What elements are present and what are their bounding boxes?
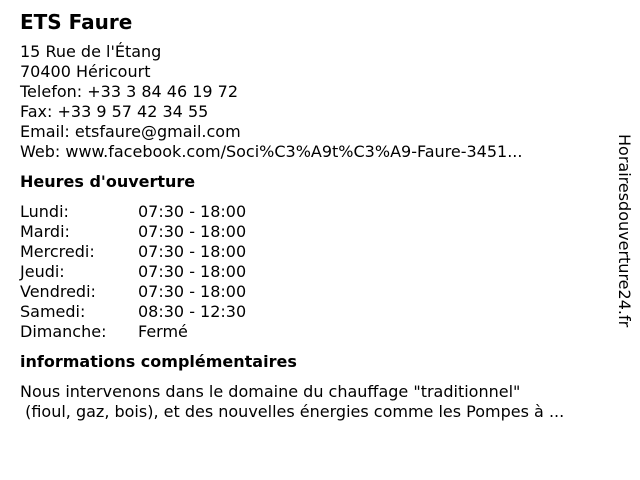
description-line: (fioul, gaz, bois), et des nouvelles énergies comme les Pompes à ... <box>20 402 565 421</box>
hours-day: Dimanche: <box>20 322 107 341</box>
additional-info-text <box>20 382 610 422</box>
hours-time: 07:30 - 18:00 <box>138 202 247 221</box>
hours-row-sunday <box>20 322 610 342</box>
hours-day: Mardi: <box>20 222 70 241</box>
hours-day: Jeudi: <box>20 262 65 281</box>
hours-row-tuesday <box>20 222 610 242</box>
hours-day: Samedi: <box>20 302 86 321</box>
hours-day: Lundi: <box>20 202 69 221</box>
fax-line: Fax: +33 9 57 42 34 55 <box>20 102 209 121</box>
hours-row-thursday <box>20 262 610 282</box>
opening-hours-heading: Heures d'ouverture <box>20 172 196 191</box>
address-street: 15 Rue de l'Étang <box>20 42 162 61</box>
hours-row-saturday <box>20 302 610 322</box>
hours-time: 07:30 - 18:00 <box>138 222 247 241</box>
hours-day: Mercredi: <box>20 242 95 261</box>
watermark-text: Horairesdouverture24.fr <box>615 134 634 328</box>
address-city: 70400 Héricourt <box>20 62 151 81</box>
email-line: Email: etsfaure@gmail.com <box>20 122 241 141</box>
web-line: Web: www.facebook.com/Soci%C3%A9t%C3%A9-Faure-3451... <box>20 142 523 161</box>
business-name: ETS Faure <box>20 10 133 34</box>
phone-line: Telefon: +33 3 84 46 19 72 <box>20 82 239 101</box>
hours-time: 07:30 - 18:00 <box>138 282 247 301</box>
business-card <box>20 10 610 422</box>
opening-hours-table <box>20 202 610 342</box>
hours-time: 07:30 - 18:00 <box>138 262 247 281</box>
hours-day: Vendredi: <box>20 282 96 301</box>
hours-time: 08:30 - 12:30 <box>138 302 247 321</box>
hours-row-friday <box>20 282 610 302</box>
description-line: Nous intervenons dans le domaine du chauffage "traditionnel" <box>20 382 521 401</box>
additional-info-heading: informations complémentaires <box>20 352 297 371</box>
hours-row-monday <box>20 202 610 222</box>
hours-row-wednesday <box>20 242 610 262</box>
hours-time: Fermé <box>138 322 188 341</box>
hours-time: 07:30 - 18:00 <box>138 242 247 261</box>
